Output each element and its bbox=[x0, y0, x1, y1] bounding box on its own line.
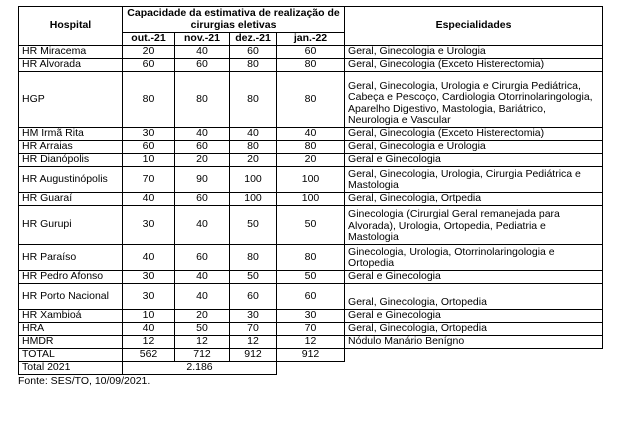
table-row bbox=[19, 271, 603, 284]
value-cell: 30 bbox=[230, 310, 277, 323]
value-cell: 12 bbox=[123, 336, 175, 349]
value-cell: 30 bbox=[123, 284, 175, 310]
value-cell: 30 bbox=[123, 271, 175, 284]
value-cell: 40 bbox=[175, 128, 230, 141]
value-cell: 20 bbox=[277, 154, 345, 167]
hospital-cell: HR Xambioá bbox=[19, 310, 123, 323]
table-row bbox=[19, 310, 603, 323]
empty-cell bbox=[345, 349, 603, 362]
value-cell: 20 bbox=[175, 154, 230, 167]
value-cell: 80 bbox=[277, 59, 345, 72]
value-cell: 60 bbox=[230, 284, 277, 310]
total-value-cell: 912 bbox=[277, 349, 345, 362]
value-cell: 20 bbox=[123, 46, 175, 59]
value-cell: 80 bbox=[123, 72, 175, 128]
value-cell: 50 bbox=[175, 323, 230, 336]
especialidades-cell: Geral, Ginecologia (Exceto Histerectomia) bbox=[345, 128, 603, 141]
table-row bbox=[19, 141, 603, 154]
table-row bbox=[19, 206, 603, 245]
especialidades-cell: Geral, Ginecologia, Ortpedia bbox=[345, 193, 603, 206]
header-month: dez.-21 bbox=[230, 33, 277, 46]
table-row bbox=[19, 336, 603, 349]
hospital-cell: HR Porto Nacional bbox=[19, 284, 123, 310]
value-cell: 80 bbox=[277, 245, 345, 271]
value-cell: 50 bbox=[230, 271, 277, 284]
especialidades-cell: Ginecologia (Cirurgial Geral remanejada para Alvorada), Urologia, Ortopedia, Pediatria e Mastologia bbox=[345, 206, 603, 245]
total-2021-row bbox=[19, 362, 603, 375]
value-cell: 60 bbox=[175, 59, 230, 72]
value-cell: 60 bbox=[175, 245, 230, 271]
value-cell: 10 bbox=[123, 310, 175, 323]
especialidades-cell: Geral, Ginecologia e Urologia bbox=[345, 46, 603, 59]
header-especialidades: Especialidades bbox=[345, 7, 603, 46]
value-cell: 30 bbox=[277, 310, 345, 323]
value-cell: 60 bbox=[230, 46, 277, 59]
value-cell: 40 bbox=[123, 193, 175, 206]
value-cell: 70 bbox=[277, 323, 345, 336]
especialidades-cell: Geral, Ginecologia, Ortopedia bbox=[345, 323, 603, 336]
hospital-cell: HM Irmã Rita bbox=[19, 128, 123, 141]
cirurgias-table bbox=[18, 6, 603, 375]
hospital-cell: HR Gurupi bbox=[19, 206, 123, 245]
value-cell: 100 bbox=[230, 167, 277, 193]
especialidades-cell: Geral, Ginecologia e Urologia bbox=[345, 141, 603, 154]
hospital-cell: HR Pedro Afonso bbox=[19, 271, 123, 284]
table-row bbox=[19, 46, 603, 59]
value-cell: 90 bbox=[175, 167, 230, 193]
table-row bbox=[19, 154, 603, 167]
value-cell: 60 bbox=[175, 141, 230, 154]
empty-cell bbox=[345, 362, 603, 375]
especialidades-cell: Ginecologia, Urologia, Otorrinolaringologia e Ortopedia bbox=[345, 245, 603, 271]
header-month: out.-21 bbox=[123, 33, 175, 46]
value-cell: 40 bbox=[175, 271, 230, 284]
value-cell: 30 bbox=[123, 206, 175, 245]
value-cell: 60 bbox=[123, 59, 175, 72]
especialidades-cell: Geral, Ginecologia (Exceto Histerectomia) bbox=[345, 59, 603, 72]
value-cell: 70 bbox=[123, 167, 175, 193]
header-capacity: Capacidade da estimativa de realização de cirurgias eletivas bbox=[123, 7, 345, 33]
source-note: Fonte: SES/TO, 10/09/2021. bbox=[18, 375, 151, 387]
total-label: TOTAL bbox=[19, 349, 123, 362]
especialidades-cell: Geral e Ginecologia bbox=[345, 310, 603, 323]
value-cell: 40 bbox=[277, 128, 345, 141]
value-cell: 80 bbox=[230, 245, 277, 271]
value-cell: 50 bbox=[277, 271, 345, 284]
table-row bbox=[19, 167, 603, 193]
value-cell: 40 bbox=[175, 284, 230, 310]
value-cell: 80 bbox=[230, 141, 277, 154]
value-cell: 70 bbox=[230, 323, 277, 336]
table-row bbox=[19, 245, 603, 271]
hospital-cell: HMDR bbox=[19, 336, 123, 349]
value-cell: 60 bbox=[277, 284, 345, 310]
hospital-cell: HGP bbox=[19, 72, 123, 128]
value-cell: 80 bbox=[277, 141, 345, 154]
hospital-cell: HRA bbox=[19, 323, 123, 336]
especialidades-cell: Geral, Ginecologia, Ortopedia bbox=[345, 284, 603, 310]
total-2021-label: Total 2021 bbox=[19, 362, 123, 375]
table-row bbox=[19, 72, 603, 128]
value-cell: 12 bbox=[277, 336, 345, 349]
hospital-cell: HR Alvorada bbox=[19, 59, 123, 72]
value-cell: 40 bbox=[175, 46, 230, 59]
hospital-cell: HR Paraíso bbox=[19, 245, 123, 271]
total-row bbox=[19, 349, 603, 362]
hospital-cell: HR Dianópolis bbox=[19, 154, 123, 167]
value-cell: 40 bbox=[230, 128, 277, 141]
value-cell: 100 bbox=[277, 193, 345, 206]
value-cell: 40 bbox=[175, 206, 230, 245]
header-month: jan.-22 bbox=[277, 33, 345, 46]
especialidades-cell: Nódulo Manário Benígno bbox=[345, 336, 603, 349]
total-value-cell: 712 bbox=[175, 349, 230, 362]
total-2021-value: 2.186 bbox=[123, 362, 277, 375]
hospital-cell: HR Augustinópolis bbox=[19, 167, 123, 193]
table-row bbox=[19, 193, 603, 206]
header-hospital: Hospital bbox=[19, 7, 123, 46]
table-row bbox=[19, 323, 603, 336]
value-cell: 10 bbox=[123, 154, 175, 167]
value-cell: 20 bbox=[230, 154, 277, 167]
value-cell: 60 bbox=[123, 141, 175, 154]
table-row bbox=[19, 128, 603, 141]
total-value-cell: 912 bbox=[230, 349, 277, 362]
hospital-cell: HR Miracema bbox=[19, 46, 123, 59]
value-cell: 20 bbox=[175, 310, 230, 323]
especialidades-cell: Geral e Ginecologia bbox=[345, 271, 603, 284]
value-cell: 60 bbox=[277, 46, 345, 59]
value-cell: 100 bbox=[277, 167, 345, 193]
empty-cell bbox=[277, 362, 345, 375]
total-value-cell: 562 bbox=[123, 349, 175, 362]
hospital-cell: HR Arraias bbox=[19, 141, 123, 154]
document bbox=[18, 6, 603, 388]
especialidades-cell: Geral e Ginecologia bbox=[345, 154, 603, 167]
value-cell: 30 bbox=[123, 128, 175, 141]
value-cell: 60 bbox=[175, 193, 230, 206]
especialidades-cell: Geral, Ginecologia, Urologia, Cirurgia Pediátrica e Mastologia bbox=[345, 167, 603, 193]
value-cell: 40 bbox=[123, 245, 175, 271]
value-cell: 100 bbox=[230, 193, 277, 206]
value-cell: 80 bbox=[175, 72, 230, 128]
value-cell: 40 bbox=[123, 323, 175, 336]
hospital-cell: HR Guaraí bbox=[19, 193, 123, 206]
especialidades-cell: Geral, Ginecologia, Urologia e Cirurgia Pediátrica, Cabeça e Pescoço, Cardiologia Otorrinolaringologia, Aparelho Digestivo, Mastologia, Bariátrico, Neurologia e Vascular bbox=[345, 72, 603, 128]
value-cell: 50 bbox=[230, 206, 277, 245]
value-cell: 50 bbox=[277, 206, 345, 245]
value-cell: 80 bbox=[277, 72, 345, 128]
value-cell: 12 bbox=[175, 336, 230, 349]
table-row bbox=[19, 59, 603, 72]
table-row bbox=[19, 284, 603, 310]
value-cell: 80 bbox=[230, 59, 277, 72]
value-cell: 12 bbox=[230, 336, 277, 349]
header-month: nov.-21 bbox=[175, 33, 230, 46]
value-cell: 80 bbox=[230, 72, 277, 128]
